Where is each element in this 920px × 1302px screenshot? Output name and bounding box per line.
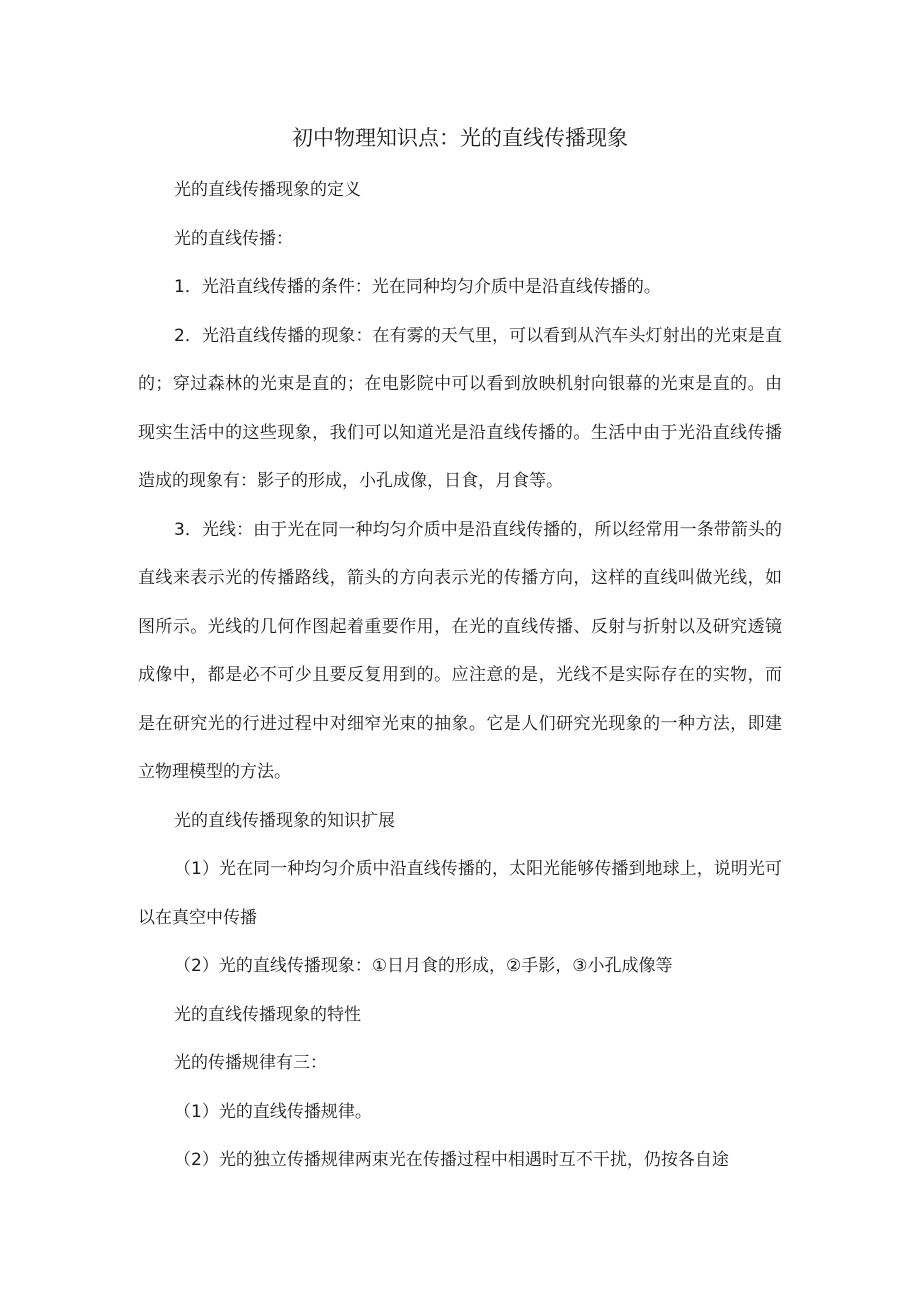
section-heading-extension: 光的直线传播现象的知识扩展 bbox=[174, 810, 395, 831]
paragraph-light-ray: 3．光线：由于光在同一种均匀介质中是沿直线传播的，所以经常用一条带箭头的直线来表示光的传播路线，箭头的方向表示光的传播方向，这样的直线叫做光线，如图所示。光线的几何作图起着重要作用，在光的直线传播、反射与折射以及研究透镜成像中，都是必不可少且要反复用到的。应注意的是，光线不是实际存在的实物，而是在研究光的行进过程中对细窄光束的抽象。它是人们研究光现象的一种方法，即建立物理模型的方法。 bbox=[138, 519, 782, 782]
paragraph-law-1: （1）光的直线传播规律。 bbox=[174, 1101, 372, 1122]
section-heading-definition: 光的直线传播现象的定义 bbox=[174, 180, 361, 200]
paragraph-law-2: （2）光的独立传播规律两束光在传播过程中相遇时互不干扰，仍按各自途 bbox=[174, 1150, 729, 1170]
paragraph-three-laws: 光的传播规律有三： bbox=[174, 1053, 327, 1073]
paragraph-condition: 1．光沿直线传播的条件：光在同种均匀介质中是沿直线传播的。 bbox=[174, 277, 661, 297]
paragraph-phenomena: 2．光沿直线传播的现象：在有雾的天气里，可以看到从汽车头灯射出的光束是直的；穿过森林的光束是直的；在电影院中可以看到放映机射向银幕的光束是直的。由现实生活中的这些现象，我们可以知道光是沿直线传播的。生活中由于光沿直线传播造成的现象有：影子的形成，小孔成像，日食，月食等。 bbox=[138, 325, 782, 491]
subheading-propagation: 光的直线传播： bbox=[174, 228, 293, 249]
section-heading-properties: 光的直线传播现象的特性 bbox=[174, 1004, 361, 1025]
paragraph-extension-2: （2）光的直线传播现象：①日月食的形成，②手影，③小孔成像等 bbox=[174, 956, 673, 976]
document-title: 初中物理知识点：光的直线传播现象 bbox=[292, 126, 628, 150]
paragraph-extension-1: （1）光在同一种均匀介质中沿直线传播的，太阳光能够传播到地球上，说明光可以在真空中传播 bbox=[138, 859, 782, 928]
